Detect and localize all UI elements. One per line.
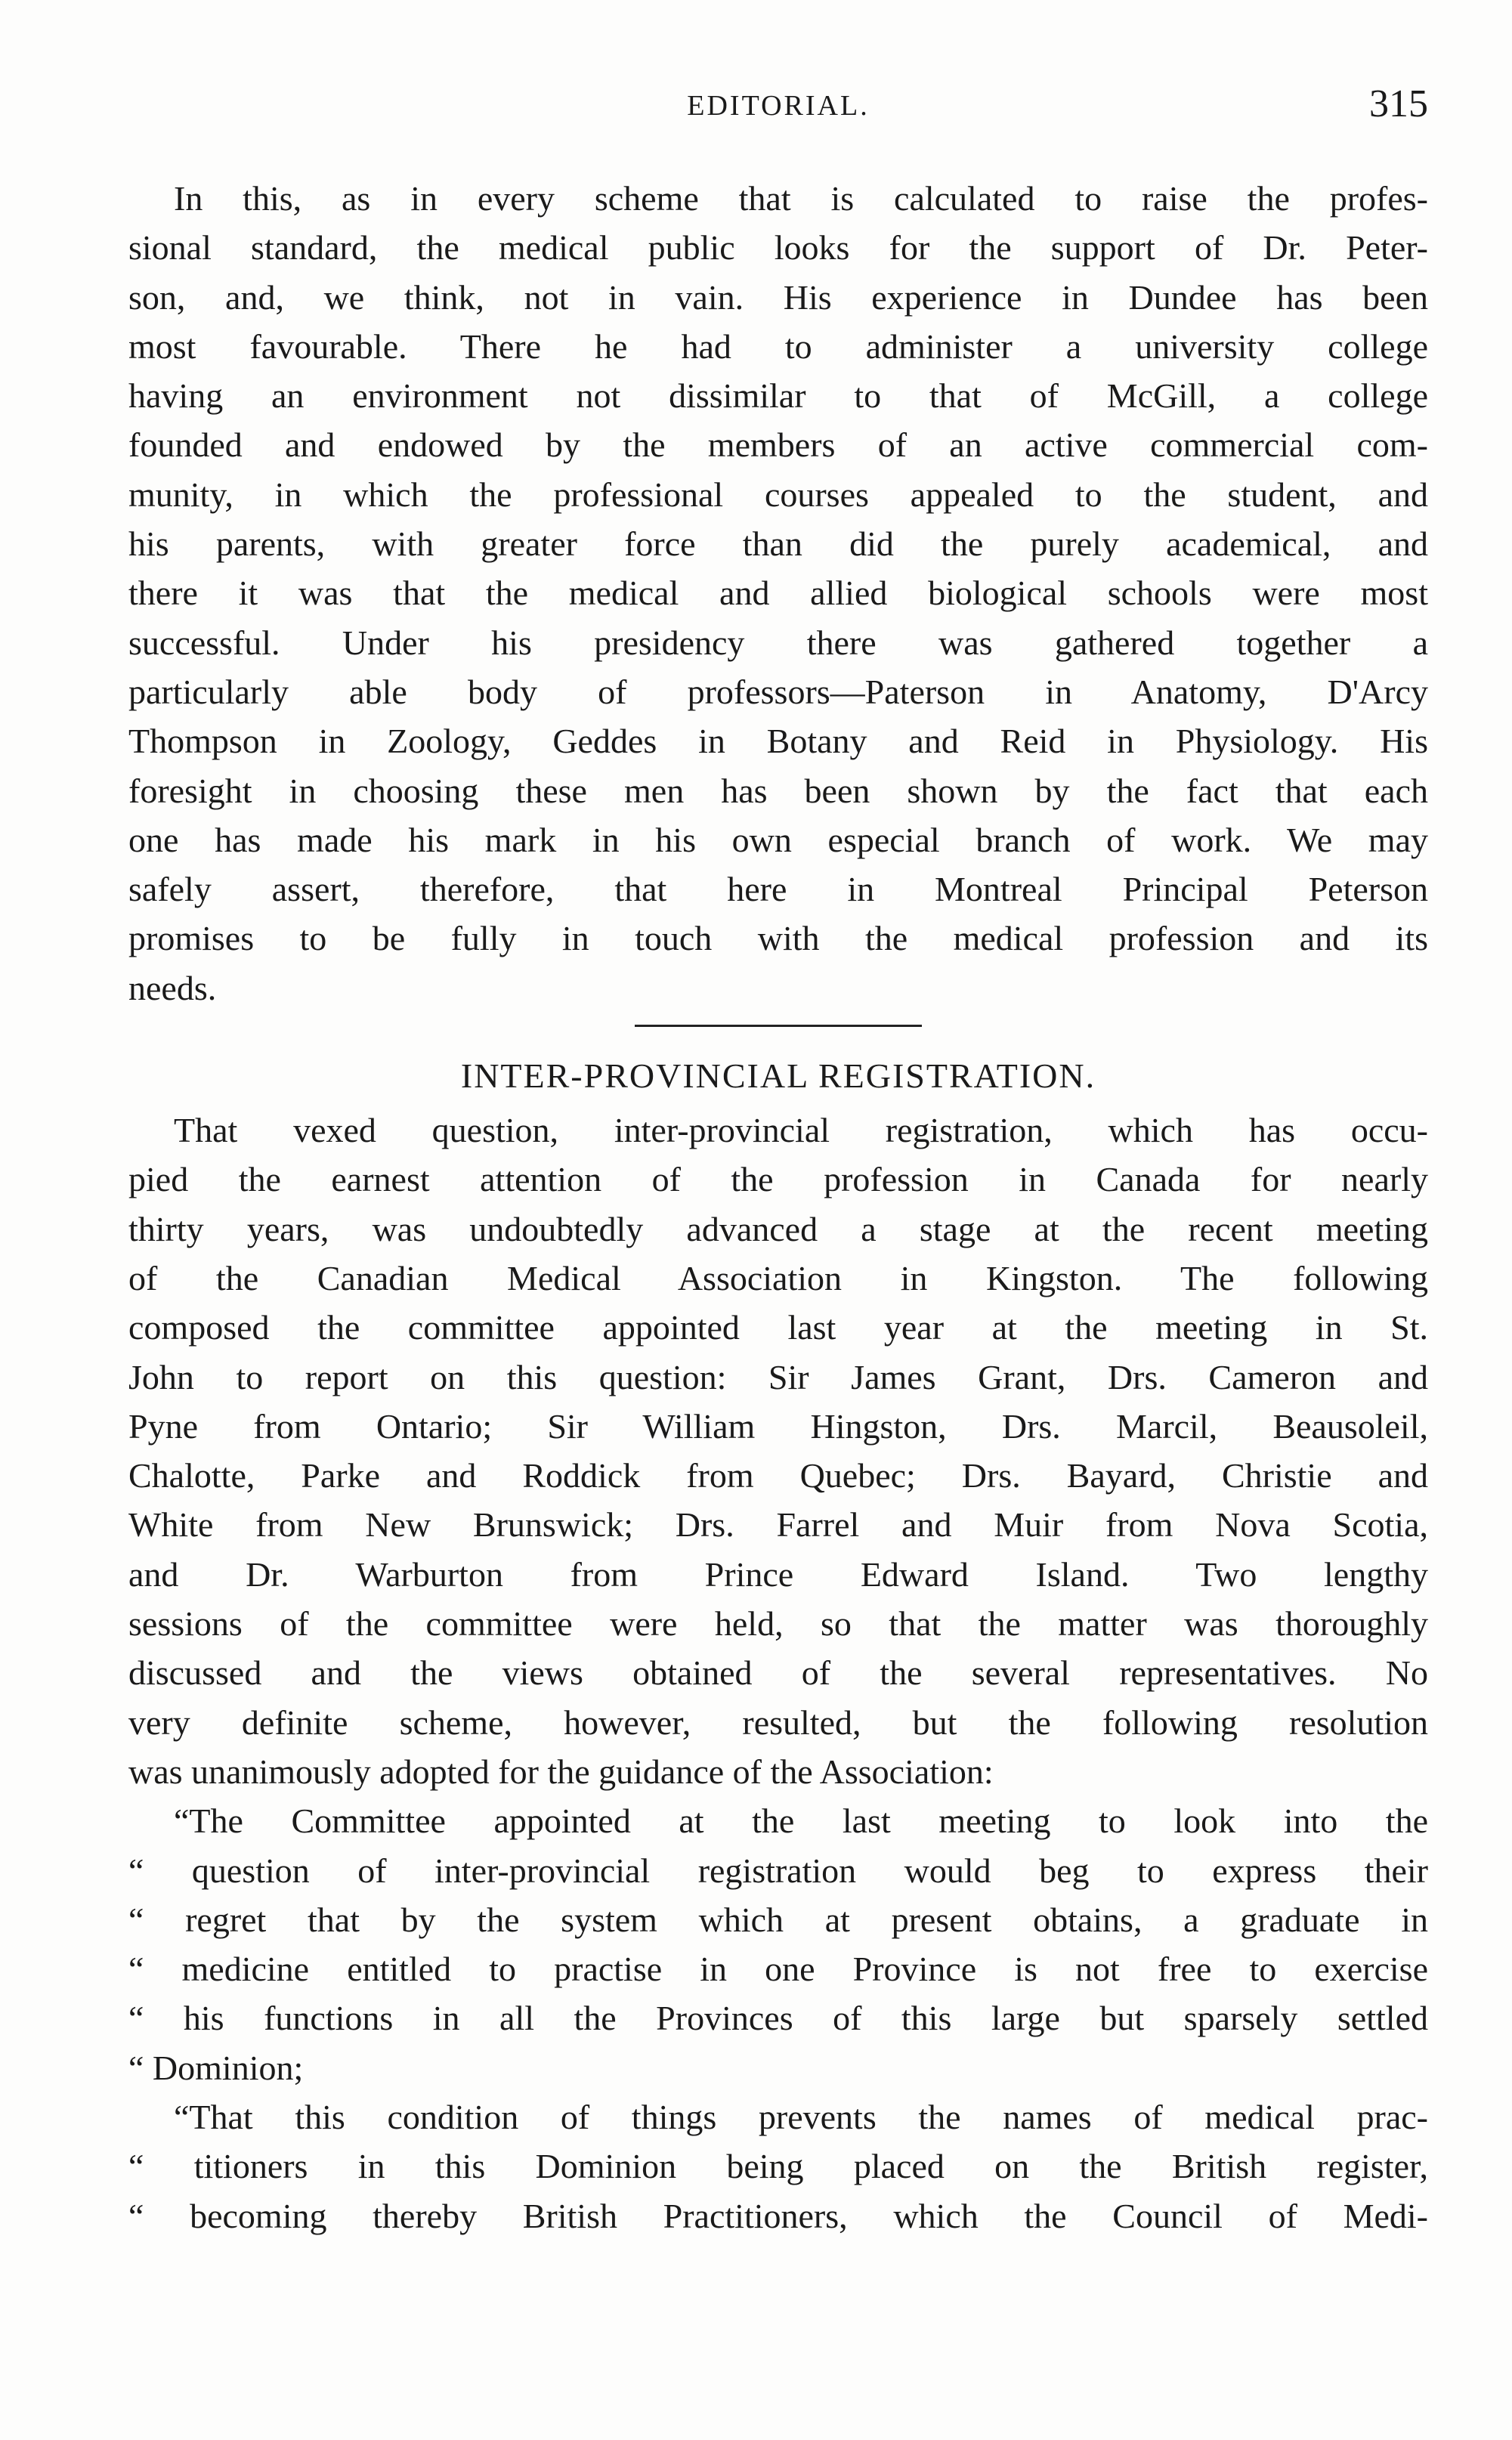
section-title: INTER-PROVINCIAL REGISTRATION. xyxy=(460,1056,1096,1096)
text-line: “ Dominion; xyxy=(128,2048,304,2087)
text-line: discussed and the views obtained of the several representatives. No xyxy=(128,1653,1428,1693)
text-line: “ question of inter-provincial registration would beg to express their xyxy=(128,1851,1428,1890)
text-line: his parents, with greater force than did the purely academical, and xyxy=(128,524,1428,564)
text-line: very definite scheme, however, resulted, but the following resolution xyxy=(128,1702,1428,1742)
text-line: was unanimously adopted for the guidance of the Association: xyxy=(128,1752,994,1791)
text-line: safely assert, therefore, that here in Montreal Principal Peterson xyxy=(128,870,1428,909)
text-line: son, and, we think, not in vain. His experience in Dundee has been xyxy=(128,277,1428,317)
text-line: there it was that the medical and allied biological schools were most xyxy=(128,574,1428,613)
text-line: Thompson in Zoology, Geddes in Botany and Reid in Physiology. His xyxy=(128,722,1428,761)
text-line: “ titioners in this Dominion being placed on the British register, xyxy=(128,2147,1428,2186)
page-number: 315 xyxy=(1369,82,1428,125)
text-line: and Dr. Warburton from Prince Edward Island. Two lengthy xyxy=(128,1554,1428,1594)
text-line: John to report on this question: Sir James Grant, Drs. Cameron and xyxy=(128,1357,1428,1396)
text-line: foresight in choosing these men has been shown by the fact that each xyxy=(128,771,1428,810)
quotation-resolution-2 xyxy=(128,2092,1428,2241)
text-line: “ becoming thereby British Practitioners, which the Council of Medi- xyxy=(128,2196,1428,2235)
body-text xyxy=(128,174,1428,2241)
text-line: particularly able body of professors—Paterson in Anatomy, D'Arcy xyxy=(128,672,1428,711)
quotation-resolution-1 xyxy=(128,1796,1428,2092)
paragraph-registration xyxy=(128,1106,1428,1796)
text-line: “That this condition of things prevents the names of medical prac- xyxy=(174,2097,1428,2136)
text-line: munity, in which the professional courses appealed to the student, and xyxy=(128,475,1428,514)
text-line: sional standard, the medical public looks for the support of Dr. Peter- xyxy=(128,228,1428,268)
text-line: Pyne from Ontario; Sir William Hingston, Drs. Marcil, Beausoleil, xyxy=(128,1406,1428,1446)
text-line: composed the committee appointed last year at the meeting in St. xyxy=(128,1308,1428,1347)
text-line: “ his functions in all the Provinces of this large but sparsely settled xyxy=(128,1999,1428,2038)
text-line: sessions of the committee were held, so that the matter was thoroughly xyxy=(128,1604,1428,1644)
text-line: White from New Brunswick; Drs. Farrel and Muir from Nova Scotia, xyxy=(128,1505,1428,1545)
text-line: promises to be fully in touch with the medical profession and its xyxy=(128,919,1428,958)
text-line: Chalotte, Parke and Roddick from Quebec; Drs. Bayard, Christie and xyxy=(128,1456,1428,1495)
text-line: “ regret that by the system which at present obtains, a graduate in xyxy=(128,1900,1428,1939)
text-line: one has made his mark in his own especial branch of work. We may xyxy=(128,820,1428,859)
text-line: “ medicine entitled to practise in one Province is not free to exercise xyxy=(128,1950,1428,1989)
text-line: In this, as in every scheme that is calculated to raise the profes- xyxy=(174,179,1428,218)
text-line: successful. Under his presidency there was gathered together a xyxy=(128,623,1428,662)
text-line: needs. xyxy=(128,968,217,1007)
text-line: pied the earnest attention of the profession in Canada for nearly xyxy=(128,1160,1428,1199)
text-line: “The Committee appointed at the last meeting to look into the xyxy=(174,1801,1428,1841)
section-divider xyxy=(635,1025,922,1027)
running-head: EDITORIAL. xyxy=(687,90,870,122)
text-line: thirty years, was undoubtedly advanced a stage at the recent meeting xyxy=(128,1209,1428,1248)
text-line: That vexed question, inter-provincial registration, which has occu- xyxy=(174,1111,1428,1150)
text-line: founded and endowed by the members of an active commercial com- xyxy=(128,425,1428,465)
page-header xyxy=(128,82,1428,135)
text-line: having an environment not dissimilar to that of McGill, a college xyxy=(128,376,1428,416)
text-line: of the Canadian Medical Association in Kingston. The following xyxy=(128,1258,1428,1297)
text-line: most favourable. There he had to administer a university college xyxy=(128,326,1428,366)
paragraph-peterson xyxy=(128,174,1428,1013)
